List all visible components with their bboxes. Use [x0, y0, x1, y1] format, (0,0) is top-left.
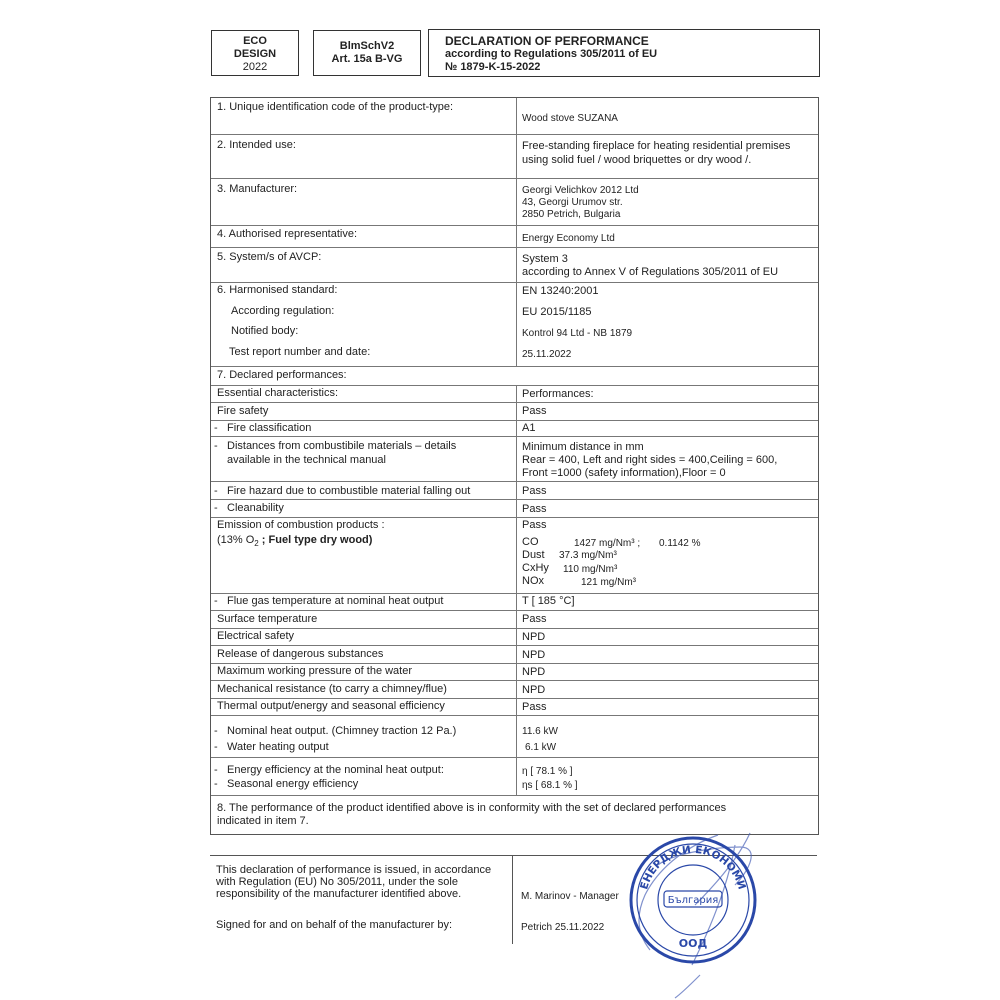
emission-fuel-type: ; Fuel type dry wood): [258, 534, 373, 546]
row-divider: [211, 628, 818, 629]
dangerous-substances-label: Release of dangerous substances: [217, 648, 384, 660]
row-divider: [211, 225, 818, 226]
electrical-safety-label: Electrical safety: [217, 630, 295, 642]
blmschv-label: BlmSchV2: [339, 40, 395, 52]
declaration-statement: This declaration of performance is issued, in accordance with Regulation (EU) No 305/2011, under the sole responsibility of the manufacturer identified above.: [216, 864, 492, 900]
surface-temperature-label: Surface temperature: [217, 613, 318, 625]
dop-number: № 1879-K-15-2022: [445, 61, 541, 73]
row-divider: [211, 247, 818, 248]
dash: -: [214, 422, 218, 434]
cxhy-name: CxHy: [522, 562, 549, 574]
row5-label: 5. System/s of AVCP:: [217, 251, 322, 263]
eco-year: 2022: [242, 61, 268, 73]
row-divider: [211, 680, 818, 681]
flue-gas-label: Flue gas temperature at nominal heat output: [227, 595, 444, 607]
emission-value: Pass: [522, 519, 547, 531]
dop-header-box: [428, 29, 820, 77]
row-divider: [211, 795, 818, 796]
row-divider: [211, 481, 818, 482]
company-stamp-icon: [628, 835, 758, 965]
mechanical-resistance-value: NPD: [522, 684, 546, 696]
row1-label: 1. Unique identification code of the product-type:: [217, 101, 454, 113]
o2-subscript: 2: [254, 539, 259, 549]
water-heating-output-label: Water heating output: [227, 741, 329, 753]
energy-efficiency-label: Energy efficiency at the nominal heat output:: [227, 764, 444, 776]
emission-o2-text: (13% O: [217, 534, 255, 546]
stamp-company-text: ЕНЕРДЖИ ЕКОНОМИ: [638, 843, 748, 891]
dash: -: [214, 502, 218, 514]
nox-value: 121 mg/Nm³: [581, 577, 637, 588]
water-heating-output-value: 6.1 kW: [525, 742, 557, 753]
electrical-safety-value: NPD: [522, 631, 546, 643]
row5-value-line2: according to Annex V of Regulations 305/2011 of EU: [522, 266, 779, 278]
row3-value-line3: 2850 Petrich, Bulgaria: [522, 209, 621, 220]
thermal-output-label: Thermal output/energy and seasonal efficiency: [217, 700, 445, 712]
footer-divider: [512, 856, 513, 944]
row-divider: [211, 282, 818, 283]
nominal-heat-output-value: 11.6 kW: [522, 726, 558, 737]
place-and-date: Petrich 25.11.2022: [521, 922, 605, 933]
row7-label: 7. Declared performances:: [217, 369, 347, 381]
column-divider: [516, 98, 517, 366]
co-percent: 0.1142 %: [659, 538, 701, 549]
notified-body-value: Kontrol 94 Ltd - NB 1879: [522, 328, 633, 339]
row-divider: [211, 385, 818, 386]
article-label: Art. 15a B-VG: [331, 53, 403, 65]
column-divider: [516, 385, 517, 795]
nox-name: NOx: [522, 575, 544, 587]
flue-gas-value: T [ 185 °C]: [522, 595, 575, 607]
row-divider: [211, 178, 818, 179]
row3-value-line1: Georgi Velichkov 2012 Ltd: [522, 185, 639, 196]
row2-value-line1: Free-standing fireplace for heating residential premises: [522, 140, 791, 152]
row-divider: [211, 645, 818, 646]
notified-body-label: Notified body:: [231, 325, 299, 337]
row-divider: [211, 663, 818, 664]
fire-safety-value: Pass: [522, 405, 547, 417]
row2-label: 2. Intended use:: [217, 139, 296, 151]
row-divider: [211, 134, 818, 135]
signatory-name: M. Marinov - Manager: [521, 891, 619, 902]
declaration-table: [210, 97, 819, 835]
dangerous-substances-value: NPD: [522, 649, 546, 661]
row6-label: 6. Harmonised standard:: [217, 284, 338, 296]
dash: -: [214, 485, 218, 497]
distances-label-line2: available in the technical manual: [227, 454, 386, 466]
eco-design-box: [211, 30, 299, 76]
test-report-label: Test report number and date:: [229, 346, 371, 358]
row-divider: [211, 499, 818, 500]
dash: -: [214, 595, 218, 607]
dash: -: [214, 725, 218, 737]
nominal-heat-output-label: Nominal heat output. (Chimney traction 12 Pa.): [227, 725, 457, 737]
seasonal-efficiency-label: Seasonal energy efficiency: [227, 778, 359, 790]
row-divider: [211, 366, 818, 367]
seasonal-efficiency-value: ηs [ 68.1 % ]: [522, 780, 578, 791]
co-value: 1427 mg/Nm³ ;: [574, 538, 641, 549]
fire-safety-label: Fire safety: [217, 405, 269, 417]
dash: -: [214, 778, 218, 790]
conformity-line2: indicated in item 7.: [217, 815, 309, 827]
emission-label: Emission of combustion products :: [217, 519, 385, 531]
dust-name: Dust: [522, 549, 545, 561]
dop-title: DECLARATION OF PERFORMANCE: [445, 34, 649, 48]
distances-value-line3: Front =1000 (safety information),Floor = 0: [522, 467, 726, 479]
energy-efficiency-value: η [ 78.1 % ]: [522, 766, 573, 777]
dop-subtitle: according to Regulations 305/2011 of EU: [445, 48, 658, 60]
distances-value-line1: Minimum distance in mm: [522, 441, 644, 453]
distances-value-line2: Rear = 400, Left and right sides = 400,Ceiling = 600,: [522, 454, 778, 466]
row-divider: [211, 757, 818, 758]
dust-value: 37.3 mg/Nm³: [559, 550, 617, 561]
design-label: DESIGN: [233, 48, 277, 60]
row4-label: 4. Authorised representative:: [217, 228, 358, 240]
fire-classification-value: A1: [522, 422, 536, 434]
eco-label: ECO: [243, 35, 267, 47]
row3-label: 3. Manufacturer:: [217, 183, 298, 195]
row-divider: [211, 593, 818, 594]
row-divider: [211, 402, 818, 403]
cleanability-value: Pass: [522, 503, 547, 515]
row3-value-line2: 43, Georgi Urumov str.: [522, 197, 623, 208]
performances-header: Performances:: [522, 388, 594, 400]
dash: -: [214, 764, 218, 776]
stamp-country-text: България: [667, 895, 719, 906]
row-divider: [211, 436, 818, 437]
blmschv-box: [313, 30, 421, 76]
row-divider: [211, 715, 818, 716]
row6-value: EN 13240:2001: [522, 285, 599, 297]
working-pressure-label: Maximum working pressure of the water: [217, 665, 413, 677]
thermal-output-value: Pass: [522, 701, 547, 713]
row-divider: [211, 698, 818, 699]
fire-hazard-value: Pass: [522, 485, 547, 497]
row-divider: [211, 610, 818, 611]
distances-label-line1: Distances from combustibile materials – details: [227, 440, 457, 452]
essential-characteristics-header: Essential characteristics:: [217, 387, 339, 399]
cxhy-value: 110 mg/Nm³: [563, 564, 618, 575]
row-divider: [211, 420, 818, 421]
co-name: CO: [522, 536, 539, 548]
mechanical-resistance-label: Mechanical resistance (to carry a chimney/flue): [217, 683, 447, 695]
row5-value-line1: System 3: [522, 253, 568, 265]
working-pressure-value: NPD: [522, 666, 546, 678]
fire-hazard-label: Fire hazard due to combustible material falling out: [227, 485, 471, 497]
row4-value: Energy Economy Ltd: [522, 233, 615, 244]
signed-on-behalf: Signed for and on behalf of the manufacturer by:: [216, 919, 453, 931]
fire-classification-label: Fire classification: [227, 422, 312, 434]
surface-temperature-value: Pass: [522, 613, 547, 625]
dash: -: [214, 440, 218, 452]
row-divider: [211, 517, 818, 518]
row1-value: Wood stove SUZANA: [522, 113, 618, 124]
test-report-value: 25.11.2022: [522, 349, 572, 360]
stamp-suffix-text: ООД: [678, 937, 708, 950]
cleanability-label: Cleanability: [227, 502, 284, 514]
emission-conditions: [217, 534, 372, 550]
conformity-line1: 8. The performance of the product identified above is in conformity with the set of declared performances: [217, 802, 727, 814]
dash: -: [214, 741, 218, 753]
regulation-value: EU 2015/1185: [522, 306, 592, 318]
regulation-label: According regulation:: [231, 305, 335, 317]
row2-value-line2: using solid fuel / wood briquettes or dry wood /.: [522, 154, 752, 166]
